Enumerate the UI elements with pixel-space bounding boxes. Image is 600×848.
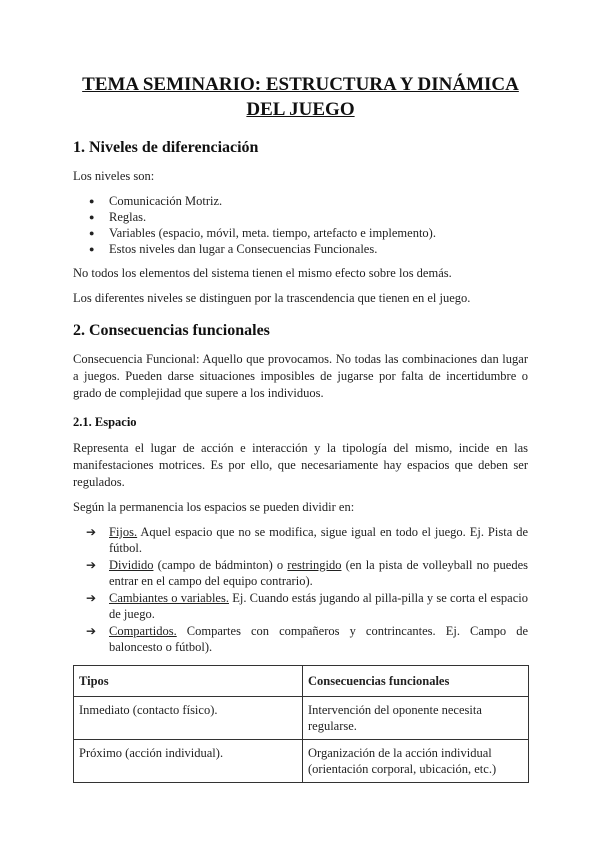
bullet-icon: ● xyxy=(89,228,95,238)
section-2-heading: 2. Consecuencias funcionales xyxy=(73,322,270,339)
arrow-right-icon: ➔ xyxy=(86,591,97,605)
space-types-list xyxy=(73,524,528,655)
list-item: ➔ Fijos. Aquel espacio que no se modifica, sigue igual en todo el juego. Ej. Pista de fútbol. xyxy=(86,525,528,555)
consequences-table xyxy=(73,665,529,783)
section-1-heading: 1. Niveles de diferenciación xyxy=(73,139,259,156)
bullet-icon: ● xyxy=(89,196,95,206)
section-2-1-heading: 2.1. Espacio xyxy=(73,415,137,429)
arrow-right-icon: ➔ xyxy=(86,624,97,638)
section-2-1-paragraph-2: Según la permanencia los espacios se pueden dividir en: xyxy=(73,500,355,514)
list-item: ● Variables (espacio, móvil, meta. tiempo, artefacto e implemento). xyxy=(89,226,436,240)
section-1-paragraph-1: No todos los elementos del sistema tienen el mismo efecto sobre los demás. xyxy=(73,266,452,280)
table-header-cell: Tipos xyxy=(74,666,303,697)
list-item: ● Comunicación Motriz. xyxy=(89,194,223,208)
table-header-row xyxy=(74,666,529,697)
list-item: ● Estos niveles dan lugar a Consecuencias Funcionales. xyxy=(89,242,378,256)
section-1-intro: Los niveles son: xyxy=(73,169,155,183)
list-item: ● Reglas. xyxy=(89,210,147,224)
table-cell: Intervención del oponente necesita regularse. xyxy=(303,697,529,740)
table-header-cell: Consecuencias funcionales xyxy=(303,666,529,697)
table-row xyxy=(74,697,529,740)
document-title xyxy=(73,72,528,122)
arrow-right-icon: ➔ xyxy=(86,525,97,539)
table-cell: Inmediato (contacto físico). xyxy=(74,697,303,740)
section-2-paragraph-1: Consecuencia Funcional: Aquello que provocamos. No todas las combinaciones dan lugar a juegos. Pueden darse situaciones imposibles de jugarse por falta de incertidumbre o grado de complejidad que supere a los individuos. xyxy=(73,352,528,400)
arrow-right-icon: ➔ xyxy=(86,558,97,572)
bullet-icon: ● xyxy=(89,244,95,254)
title-line-1: TEMA SEMINARIO: ESTRUCTURA Y DINÁMICA xyxy=(82,74,519,95)
title-line-2: DEL JUEGO xyxy=(246,99,355,120)
list-item: ➔ Cambiantes o variables. Ej. Cuando estás jugando al pilla-pilla y se corta el espacio de juego. xyxy=(86,591,529,621)
table-cell: Próximo (acción individual). xyxy=(74,740,303,783)
table-cell: Organización de la acción individual (orientación corporal, ubicación, etc.) xyxy=(303,740,529,783)
levels-list xyxy=(73,193,528,257)
table-row xyxy=(74,740,529,783)
section-2-1-paragraph-1: Representa el lugar de acción e interacción y la tipología del mismo, incide en las manifestaciones motrices. Es por ello, que necesariamente hay espacios que deben ser regulados. xyxy=(73,441,528,489)
list-item: ➔ Dividido (campo de bádminton) o restringido (en la pista de volleyball no puedes entrar en el campo del equipo contrario). xyxy=(86,558,528,588)
bullet-icon: ● xyxy=(89,212,95,222)
list-item: ➔ Compartidos. Compartes con compañeros y contrincantes. Ej. Campo de baloncesto o fútbol). xyxy=(86,624,528,654)
section-1-paragraph-2: Los diferentes niveles se distinguen por la trascendencia que tienen en el juego. xyxy=(73,291,471,305)
